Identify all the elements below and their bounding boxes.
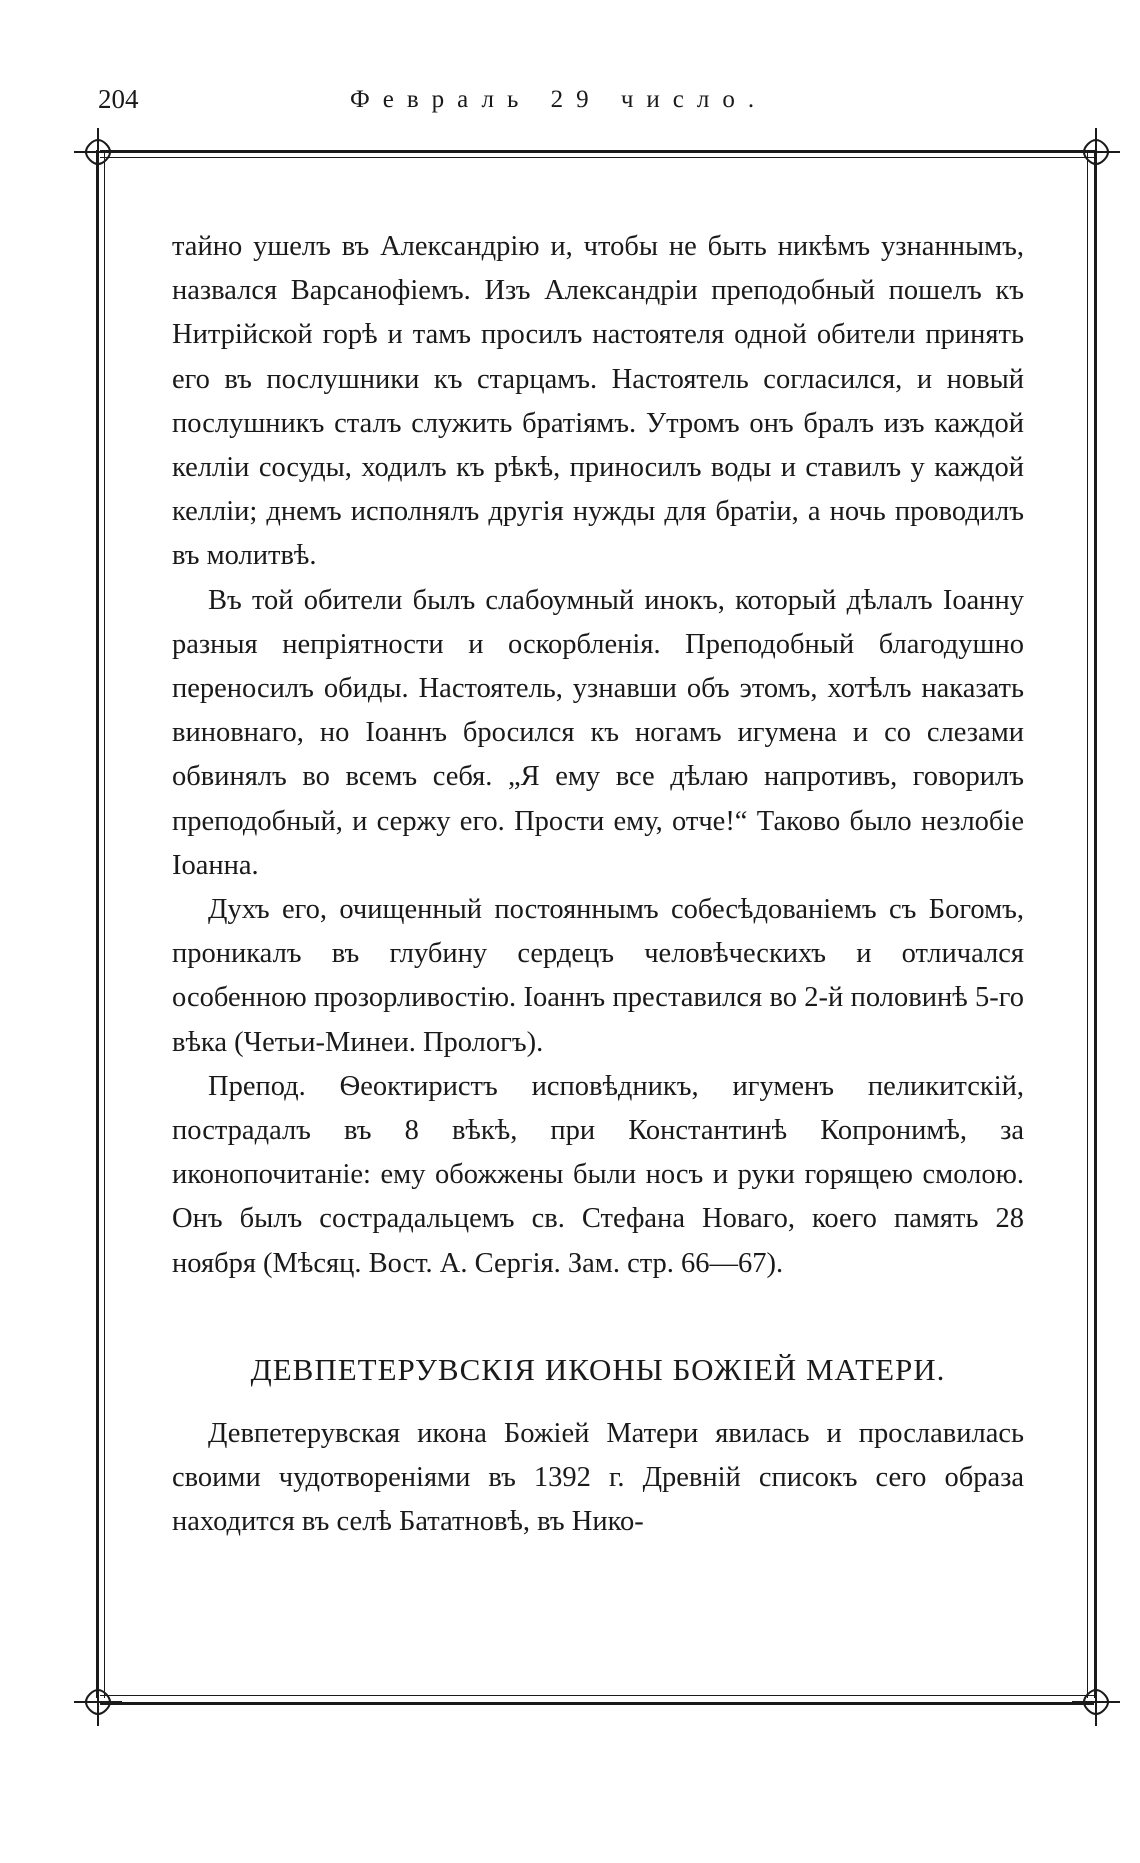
corner-ornament-icon: [1068, 124, 1124, 180]
frame-left-inner-rule: [104, 150, 105, 1698]
corner-ornament-icon: [70, 124, 126, 180]
frame-left-rule: [96, 150, 99, 1698]
running-title: Февраль 29 число.: [350, 86, 768, 113]
section-paragraph: Девпетерувская икона Божіей Матери явилась и прославилась своими чудотвореніями въ 1392 г. Древній списокъ сего образа находится въ селѣ Бататновѣ, въ Нико-: [172, 1418, 1024, 1538]
section-heading: ДЕВПЕТЕРУВСКІЯ ИКОНЫ БОЖІЕЙ МАТЕРИ.: [250, 1351, 946, 1387]
body-text: [172, 225, 1024, 1545]
corner-ornament-icon: [70, 1674, 126, 1730]
frame-bottom-rule: [100, 1702, 1094, 1705]
page-header: [0, 84, 1140, 124]
paragraph: тайно ушелъ въ Александрію и, чтобы не быть никѣмъ узнаннымъ, назвался Варсанофіемъ. Изъ Александріи преподобный пошелъ къ Нитрійской горѣ и тамъ просилъ настоятеля одной обители принять его въ послушники къ старцамъ. Настоятель согласился, и новый послушникъ сталъ служить братіямъ. Утромъ онъ бралъ изъ каждой келліи сосуды, ходилъ къ рѣкѣ, приносилъ воды и ставилъ у каждой келліи; днемъ исполнялъ другія нужды для братіи, а ночь проводилъ въ молитвѣ.: [172, 231, 1024, 572]
paragraph: Препод. Ѳеоктиристъ исповѣдникъ, игуменъ пеликитскій, пострадалъ въ 8 вѣкѣ, при Константинѣ Копронимѣ, за иконопочитаніе: ему обожжены были носъ и руки горящею смолою. Онъ былъ сострадальцемъ св. Стефана Новаго, коего память 28 ноября (Мѣсяц. Вост. А. Сергія. Зам. стр. 66—67).: [172, 1070, 1024, 1279]
corner-ornament-icon: [1068, 1674, 1124, 1730]
paragraph: Духъ его, очищенный постояннымъ собесѣдованіемъ съ Богомъ, проникалъ въ глубину сердецъ человѣческихъ и отличался особенною прозорливостію. Іоаннъ преставился во 2-й половинѣ 5-го вѣка (Четьи-Минеи. Прологъ).: [172, 894, 1024, 1058]
frame-top-inner-rule: [100, 157, 1094, 158]
frame-top-rule: [100, 150, 1094, 153]
frame-right-rule: [1094, 150, 1097, 1698]
page-number: 204: [98, 84, 139, 114]
paragraph: Въ той обители былъ слабоумный инокъ, который дѣлалъ Іоанну разныя непріятности и оскорбленія. Преподобный благодушно переносилъ обиды. Настоятель, узнавши объ этомъ, хотѣлъ наказать виновнаго, но Іоаннъ бросился къ ногамъ игумена и со слезами обвинялъ во всемъ себя. „Я ему все дѣлаю напротивъ, говорилъ преподобный, и сержу его. Прости ему, отче!“ Таково было незлобіе Іоанна.: [172, 584, 1024, 881]
frame-bottom-inner-rule: [100, 1695, 1094, 1696]
frame-right-inner-rule: [1087, 150, 1088, 1698]
